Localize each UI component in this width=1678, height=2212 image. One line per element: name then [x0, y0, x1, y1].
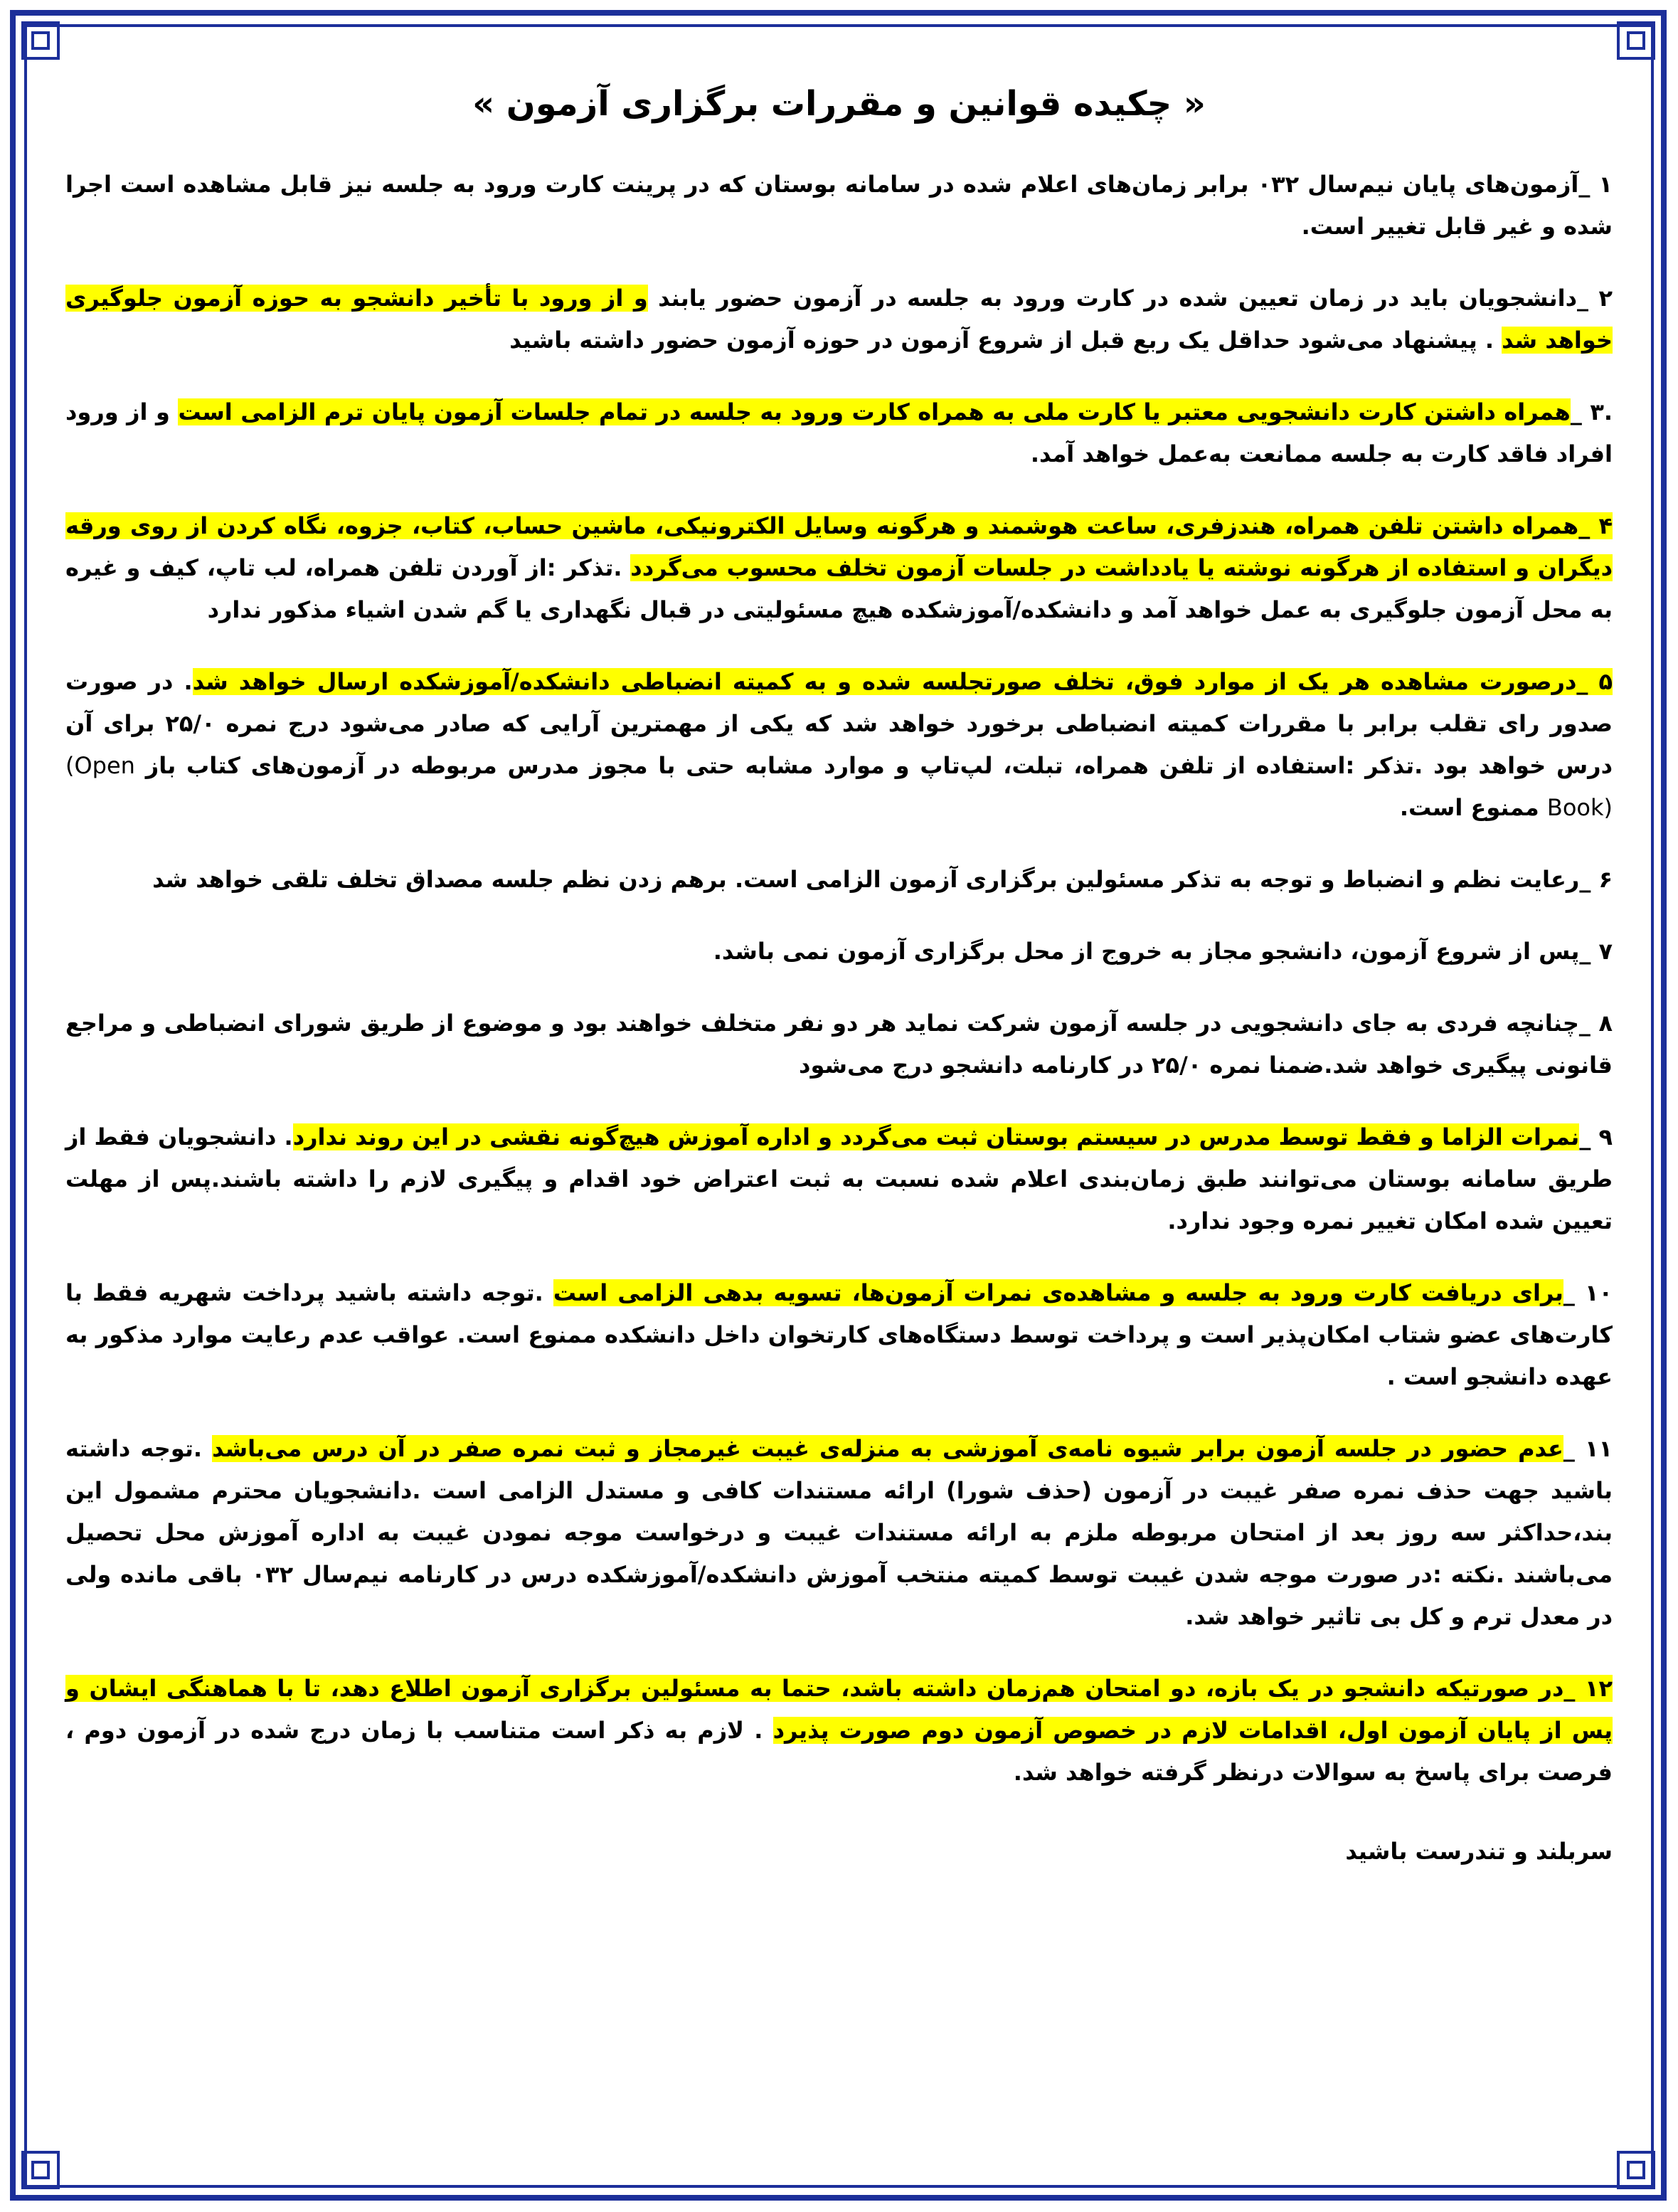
rules-list — [65, 164, 1613, 1794]
rule-text: .توجه داشته باشید پرداخت شهریه فقط با کارت‌های عضو شتاب امکان‌پذیر است و پرداخت توسط دستگاه‌های کارتخوان داخل دانشکده ممنوع است. عواقب عدم رعایت موارد مذکور به عهده دانشجو است . — [65, 1279, 1613, 1390]
rule-text: .توجه داشته باشید جهت حذف نمره صفر غیبت در آزمون (حذف شورا) ارائه مستندات کافی و مستدل الزامی است .دانشجویان محترم مشمول این بند،حداکثر سه روز بعد از امتحان مربوطه ملزم به ارائه مستندات غیبت و درخواست موجه نمودن غیبت به اداره آموزش محل تحصیل می‌باشند .نکته :در صورت موجه شدن غیبت توسط کمیته منتخب آموزش دانشکده/آموزشکده درس در کارنامه نیم‌سال ۰۳۲ باقی مانده ولی در معدل ترم و کل بی تاثیر خواهد شد. — [65, 1434, 1613, 1630]
rule-text: . پیشنهاد می‌شود حداقل یک ربع قبل از شروع آزمون در حوزه آزمون حضور داشته باشید — [509, 326, 1502, 354]
rule-paragraph — [65, 391, 1613, 475]
rule-text: ۸ _چنانچه فردی به جای دانشجویی در جلسه آزمون شرکت نماید هر دو نفر متخلف خواهند بود و موضوع از طریق شورای انضباطی و مراجع قانونی پیگیری خواهد شد.ضمنا نمره ۲۵/۰ در کارنامه دانشجو درج می‌شود — [65, 1009, 1613, 1079]
highlighted-text: ۵ _درصورت مشاهده هر یک از موارد فوق، تخلف صورتجلسه شده و به کمیته انضباطی دانشکده/آموزشکده ارسال خواهد شد — [192, 667, 1613, 695]
rule-text: ۲ _دانشجویان باید در زمان تعیین شده در کارت ورود به جلسه در آزمون حضور یابند — [647, 284, 1613, 312]
rule-text: . دانشجویان فقط از طریق سامانه بوستان می‌توانند طبق زمان‌بندی اعلام شده نسبت به ثبت اعتراض خود اقدام و پیگیری لازم را داشته باشند.پس از مهلت تعیین شده امکان تغییر نمره وجود ندارد. — [65, 1123, 1613, 1234]
rule-paragraph — [65, 1668, 1613, 1794]
highlighted-text: ۴ _همراه داشتن تلفن همراه، هندزفری، ساعت هوشمند و هرگونه وسایل الکترونیکی، ماشین حساب، کتاب، جزوه، نگاه کردن از روی ورقه دیگران و استفاده از هرگونه نوشته یا یادداشت در جلسات آزمون تخلف محسوب می‌گردد — [65, 512, 1613, 581]
highlighted-text: و از ورود با تأخیر دانشجو به حوزه آزمون جلوگیری خواهد شد — [65, 284, 1613, 354]
highlighted-text: نمرات الزاما و فقط توسط مدرس در سیستم بوستان ثبت می‌گردد و اداره آموزش هیچ‌گونه نقشی در این روند ندارد — [292, 1123, 1580, 1150]
rule-text: و از ورود افراد فاقد کارت به جلسه ممانعت به‌عمل خواهد آمد. — [65, 398, 1613, 467]
rule-text: ۱۰ _ — [1563, 1279, 1613, 1306]
rule-paragraph — [65, 859, 1613, 901]
rule-text: ۹ _ — [1579, 1123, 1613, 1150]
highlighted-text: برای دریافت کارت ورود به جلسه و مشاهده‌ی نمرات آزمون‌ها، تسویه بدهی الزامی است — [553, 1279, 1563, 1306]
rule-paragraph — [65, 931, 1613, 973]
rule-paragraph — [65, 164, 1613, 248]
rule-text: .تذکر :از آوردن تلفن همراه، لب تاپ، کیف و غیره به محل آزمون جلوگیری به عمل خواهد آمد و دانشکده/آموزشکده هیچ مسئولیتی در قبال نگهداری یا گم شدن اشیاء مذکور ندارد — [65, 554, 1613, 623]
title-text: « چکیده قوانین و مقررات برگزاری آزمون » — [472, 84, 1206, 124]
rule-paragraph — [65, 277, 1613, 361]
latin-text: (Open Book) — [65, 751, 1613, 821]
rule-text: . لازم به ذکر است متناسب با زمان درج شده در آزمون دوم ، فرصت برای پاسخ به سوالات درنظر گرفته خواهد شد. — [65, 1716, 1613, 1786]
rule-paragraph — [65, 1116, 1613, 1242]
highlighted-text: عدم حضور در جلسه آزمون برابر شیوه نامه‌ی آموزشی به منزله‌ی غیبت غیرمجاز و ثبت نمره صفر در آن درس می‌باشد — [212, 1434, 1563, 1462]
highlighted-text: همراه داشتن کارت دانشجویی معتبر یا کارت ملی به همراه کارت ورود به جلسه در تمام جلسات آزمون پایان ترم الزامی است — [178, 398, 1571, 425]
rule-text: ۷ _پس از شروع آزمون، دانشجو مجاز به خروج از محل برگزاری آزمون نمی باشد. — [713, 937, 1613, 965]
rule-paragraph — [65, 1428, 1613, 1638]
rule-paragraph — [65, 661, 1613, 829]
rule-text: .۳ _ — [1570, 398, 1613, 425]
rule-text: ۶ _رعایت نظم و انضباط و توجه به تذکر مسئولین برگزاری آزمون الزامی است. برهم زدن نظم جلسه مصداق تخلف تلقی خواهد شد — [152, 865, 1613, 893]
rule-text: ممنوع است. — [1399, 793, 1547, 821]
rule-paragraph — [65, 1002, 1613, 1086]
rule-text: ۱ _آزمون‌های پایان نیم‌سال ۰۳۲ برابر زمان‌های اعلام شده در سامانه بوستان که در پرینت کارت ورود به جلسه نیز قابل مشاهده است اجرا شده و غیر قابل تغییر است. — [65, 170, 1613, 240]
document-body — [65, 68, 1613, 1873]
document-title — [65, 84, 1613, 125]
rule-paragraph — [65, 1272, 1613, 1398]
rule-text: ۱۱ _ — [1563, 1434, 1613, 1462]
highlighted-text: ۱۲ _در صورتیکه دانشجو در یک بازه، دو امتحان هم‌زمان داشته باشد، حتما به مسئولین برگزاری آزمون اطلاع دهد، تا با هماهنگی ایشان و پس از پایان آزمون اول، اقدامات لازم در خصوص آزمون دوم صورت پذیرد — [65, 1674, 1613, 1744]
rule-paragraph — [65, 505, 1613, 631]
closing-line: سربلند و تندرست باشید — [1345, 1837, 1613, 1865]
rule-text: . در صورت صدور رای تقلب برابر با مقررات کمیته انضباطی برخورد خواهد شد که یکی از مهمترین آرایی که صادر می‌شود درج نمره ۲۵/۰ برای آن درس خواهد بود .تذکر :استفاده از تلفن همراه، تبلت، لپ‌تاپ و موارد مشابه حتی با مجوز مدرس مربوطه در آزمون‌های کتاب باز — [65, 667, 1613, 779]
